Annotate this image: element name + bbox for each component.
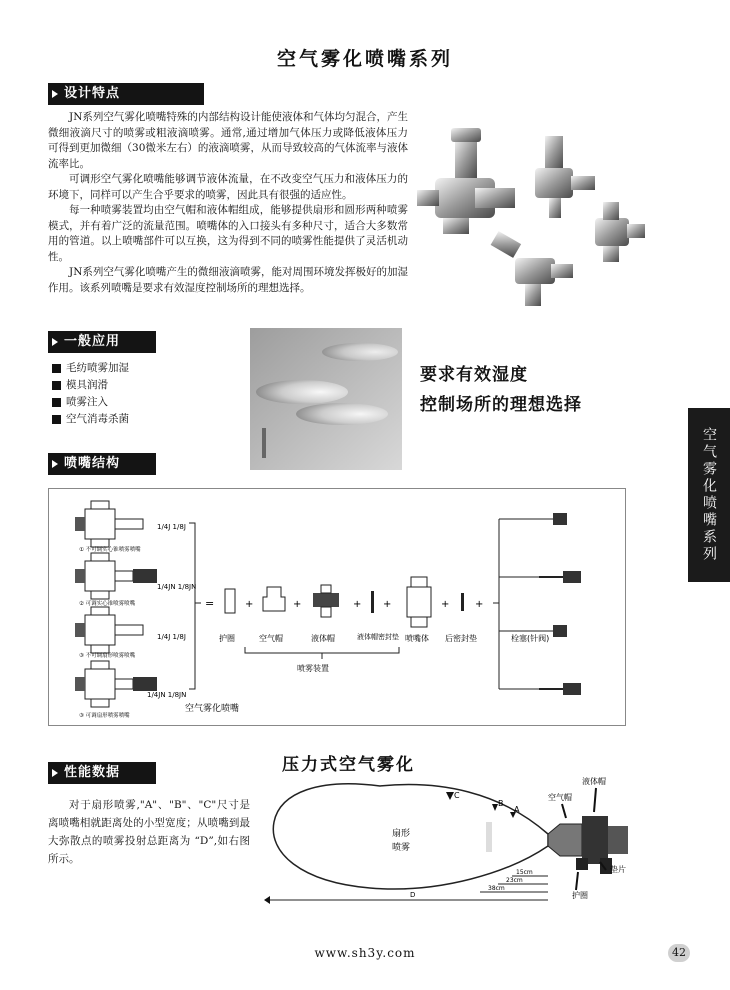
variant-4-caption: ③ 可调扇形喷雾喷嘴	[79, 713, 130, 719]
design-paragraph-2: 可调形空气雾化喷嘴能够调节液体流量，在不改变空气压力和液体压力的环境下，同样可以产生合乎要求的喷雾，因此具有很强的适应性。	[48, 173, 408, 201]
structure-diagram-frame	[48, 488, 626, 726]
air-cap-label: 空气帽	[259, 634, 283, 643]
nozzle-photo-right	[595, 202, 645, 262]
dist-3-label: 38cm	[488, 885, 505, 892]
nozzle-photo-large	[417, 128, 515, 234]
side-tab-series: 空气雾化喷嘴系列	[688, 408, 730, 582]
gasket-callout: 垫片	[610, 865, 626, 874]
plus-sign: +	[441, 599, 450, 610]
liquid-cap-label: 液体帽	[311, 634, 335, 643]
performance-text: 对于扇形喷雾,"A"、"B"、"C"尺寸是离喷嘴相就距离处的小型宽度；从喷嘴到最大弥散点的喷雾投射总距离为 “D”,如右图所示。	[48, 799, 250, 865]
pressure-diagram-title: 压力式空气雾化	[282, 755, 415, 775]
variant-2-nozzle	[75, 553, 157, 599]
design-paragraph-4: JN系列空气雾化喷嘴产生的微细液滴喷雾，能对周围环境发挥极好的加湿作用。该系列喷嘴是要求有效湿度控制场所的理想选择。	[48, 266, 408, 294]
right-bracket	[493, 519, 509, 689]
liquid-cap-gasket-part	[371, 591, 374, 613]
air-cap-callout: 空气帽	[548, 793, 572, 802]
plus-sign: +	[245, 599, 254, 610]
spray-label-2: 喷雾	[392, 843, 411, 853]
performance-heading: 性能数据	[48, 762, 156, 784]
application-item: 喷雾注入	[52, 394, 129, 411]
application-item: 空气消毒杀菌	[52, 411, 129, 428]
slogan	[420, 360, 582, 420]
plug-part-2	[509, 571, 581, 583]
variant-3-caption: ③ 不可调扇形喷雾喷嘴	[79, 653, 136, 659]
application-item: 模具润滑	[52, 377, 129, 394]
spray-setup-bracket	[245, 647, 399, 659]
plus-sign: +	[353, 599, 362, 610]
label-d: D	[410, 891, 416, 899]
ring-callout: 护圈	[572, 891, 588, 900]
nozzle-photo-top-right	[535, 136, 595, 218]
variant-2-size: 1/4JN 1/8JN	[157, 583, 197, 591]
label-a: A	[514, 805, 520, 814]
plug-part-4	[509, 683, 581, 695]
spray-label-1: 扇形	[392, 829, 411, 839]
ring-part	[225, 589, 235, 613]
variant-1-nozzle	[75, 501, 143, 547]
ring-label: 护圈	[219, 634, 235, 643]
variant-4-nozzle	[75, 661, 157, 707]
design-features-heading: 设计特点	[48, 83, 204, 105]
equals-sign: =	[205, 597, 215, 610]
structure-main-caption: 空气雾化喷嘴	[185, 704, 240, 714]
nozzle-body-part	[407, 577, 431, 627]
spray-photo	[250, 328, 402, 470]
variant-3-nozzle	[75, 607, 143, 653]
variant-2-caption: ② 可调实心锥喷雾喷嘴	[79, 601, 136, 607]
nozzle-body-label: 喷嘴体	[405, 634, 429, 643]
design-features-text	[48, 110, 408, 296]
variant-3-size: 1/4J 1/8J	[157, 633, 186, 641]
spray-cloud-outline	[273, 784, 548, 889]
nozzle-photo-bottom	[491, 231, 573, 306]
slogan-line-2: 控制场所的理想选择	[420, 395, 582, 415]
plus-sign: +	[383, 599, 392, 610]
page-title: 空气雾化喷嘴系列	[276, 48, 453, 70]
plug-part-1	[509, 513, 567, 525]
slogan-line-1: 要求有效湿度	[420, 365, 528, 385]
variant-1-size: 1/4J 1/8J	[157, 523, 186, 531]
dist-2-label: 23cm	[506, 877, 523, 884]
left-bracket	[189, 523, 201, 689]
pressure-spray-diagram	[260, 772, 640, 912]
plus-sign: +	[293, 599, 302, 610]
liquid-cap-callout: 液体帽	[582, 777, 606, 786]
footer-url: www.sh3y.com	[314, 946, 416, 960]
spray-setup-label: 喷雾装置	[297, 664, 329, 673]
page-number: 42	[668, 944, 690, 962]
plus-sign: +	[475, 599, 484, 610]
design-paragraph-1: JN系列空气雾化喷嘴特殊的内部结构设计能使液体和气体均匀混合，产生微细液滴尺寸的喷雾或粗液滴喷雾。通常,通过增加气体压力或降低液体压力可得到更加微细（30微米左右）的液滴喷雾，从而导致较高的气体流率与液体流率比。	[48, 111, 408, 170]
structure-diagram	[49, 489, 625, 725]
design-paragraph-3: 每一种喷雾装置均由空气帽和液体帽组成，能够提供扇形和圆形两种喷雾模式，并有着广泛的流量范围。喷嘴体的入口接头有多种尺寸，适合大多数常用的管道。以上喷嘴部件可以互换，这为得到不同的喷雾性能提供了灵活机动性。	[48, 204, 408, 263]
variant-4-size: 1/4JN 1/8JN	[147, 691, 187, 699]
liquid-cap-gasket-label: 液体帽密封垫	[357, 633, 399, 641]
nozzle-products-photo	[415, 118, 655, 318]
spray-section-a	[486, 822, 492, 852]
label-b: B	[498, 799, 504, 808]
dist-1-label: 15cm	[516, 869, 533, 876]
structure-heading: 喷嘴结构	[48, 453, 156, 475]
variant-1-caption: ① 不可调实心锥喷雾喷嘴	[79, 547, 141, 553]
air-cap-part	[263, 587, 285, 611]
applications-list	[52, 360, 129, 428]
applications-heading: 一般应用	[48, 331, 156, 353]
rear-gasket-part	[461, 593, 464, 611]
application-item: 毛纺喷雾加湿	[52, 360, 129, 377]
rear-gasket-label: 后密封垫	[445, 634, 477, 643]
plug-label: 栓塞(针阀)	[511, 634, 550, 643]
liquid-cap-part	[313, 585, 339, 617]
label-c: C	[454, 791, 460, 800]
